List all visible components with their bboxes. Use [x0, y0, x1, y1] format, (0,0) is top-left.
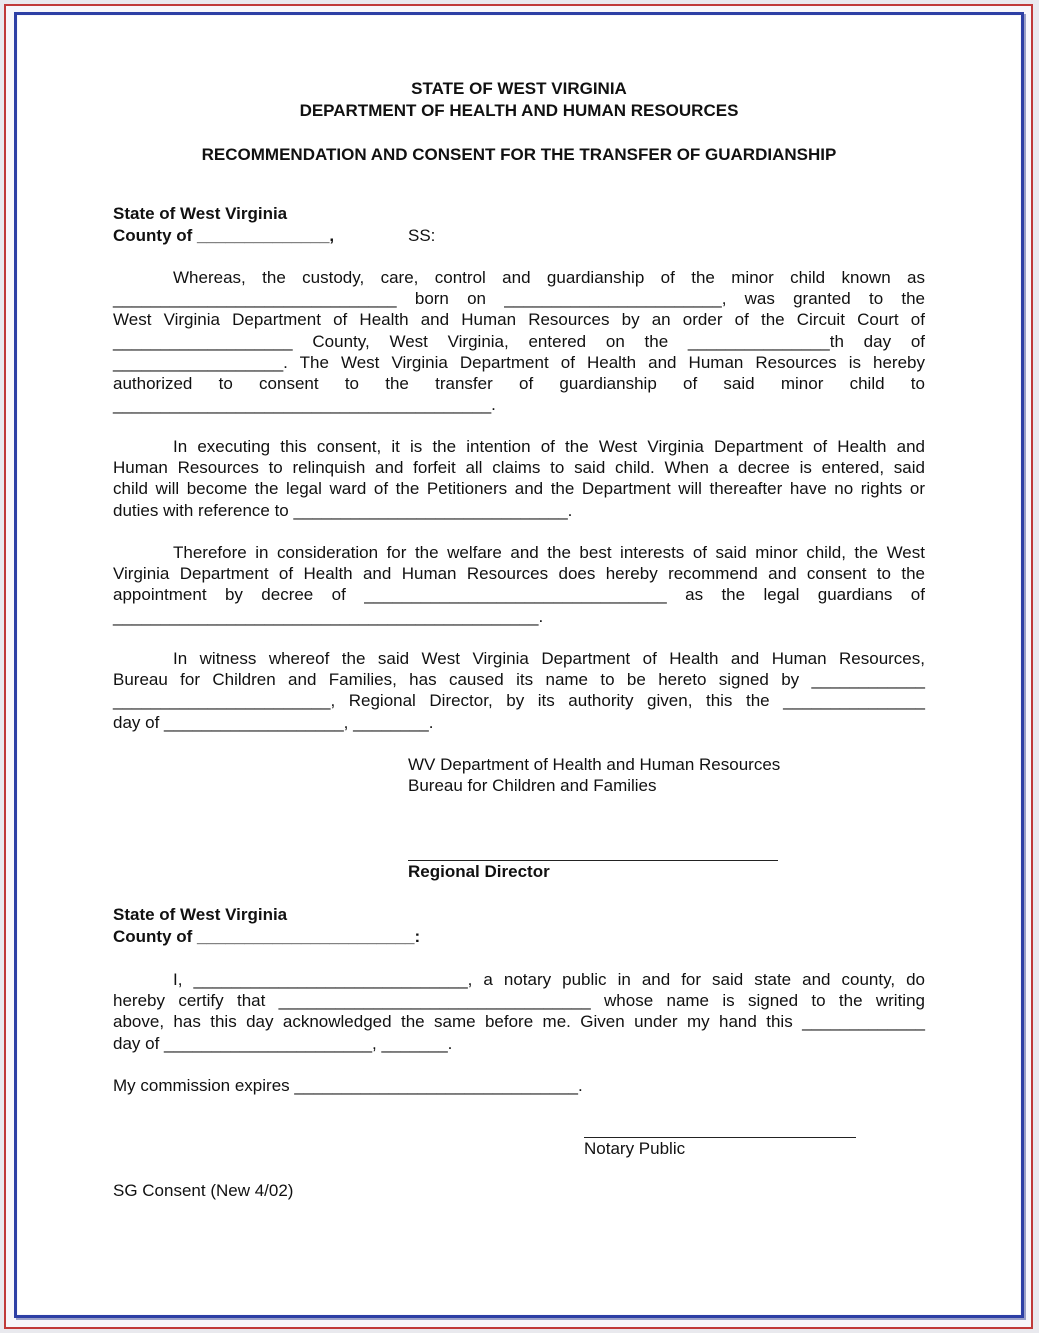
- text-line: In witness whereof the said West Virginia Department of Health and Human Resources,: [173, 649, 925, 668]
- bureau-name: Bureau for Children and Families: [408, 776, 657, 796]
- commission-line: My commission expires ______________________________.: [113, 1076, 583, 1095]
- document-title: RECOMMENDATION AND CONSENT FOR THE TRANSFER OF GUARDIANSHIP: [201, 145, 837, 164]
- notary-label: Notary Public: [584, 1139, 686, 1158]
- text-line: I, _____________________________, a notary public in and for said state and county, do: [173, 970, 925, 989]
- director-label: Regional Director: [408, 862, 550, 881]
- text-line: __________________. The West Virginia Department of Health and Human Resources is hereby: [113, 352, 925, 372]
- text-line: _______________________, Regional Director, by its authority given, this the _______________: [113, 691, 925, 711]
- department-heading: DEPARTMENT OF HEALTH AND HUMAN RESOURCES: [299, 100, 739, 120]
- venue-county: County of _______________________:: [113, 926, 421, 946]
- text-line: authorized to consent to the transfer of guardianship of said minor child to: [113, 374, 925, 394]
- ss-label: SS:: [408, 225, 436, 245]
- venue-block: [113, 203, 925, 246]
- text-line: _____________________________________________.: [113, 606, 544, 626]
- venue-state: State of West Virginia: [113, 204, 288, 223]
- form-id: SG Consent (New 4/02): [113, 1181, 294, 1200]
- text-line: Therefore in consideration for the welfare and the best interests of said minor child, the West: [173, 543, 925, 562]
- text-line: Virginia Department of Health and Human Resources does hereby recommend and consent to the: [113, 564, 925, 584]
- document-page: [18, 16, 1020, 1314]
- notary-venue-block: [113, 904, 925, 947]
- text-line: duties with reference to _____________________________.: [113, 500, 573, 520]
- org-name: WV Department of Health and Human Resources: [408, 755, 781, 774]
- document-content: [113, 78, 925, 1200]
- text-line: West Virginia Department of Health and Human Resources by an order of the Circuit Court of: [113, 310, 925, 330]
- text-line: appointment by decree of ________________________________ as the legal guardians of: [113, 585, 925, 605]
- notary-paragraph: [113, 969, 925, 1054]
- text-line: ________________________________________.: [113, 395, 496, 415]
- venue-county: County of ______________,: [113, 225, 335, 245]
- text-line: day of ______________________, _______.: [113, 1033, 453, 1053]
- text-line: child will become the legal ward of the Petitioners and the Department will thereafter have no rights or: [113, 479, 925, 499]
- paragraph-witness: [113, 648, 925, 733]
- paragraph-therefore: [113, 542, 925, 627]
- text-line: Human Resources to relinquish and forfeit all claims to said child. When a decree is entered, said: [113, 458, 925, 478]
- venue-state: State of West Virginia: [113, 905, 288, 924]
- text-line: ______________________________ born on _______________________, was granted to the: [113, 289, 925, 309]
- paragraph-executing: [113, 436, 925, 521]
- text-line: In executing this consent, it is the intention of the West Virginia Department of Health and: [173, 437, 925, 456]
- state-heading: STATE OF WEST VIRGINIA: [411, 79, 627, 98]
- text-line: hereby certify that _________________________________ whose name is signed to the writing: [113, 991, 925, 1011]
- text-line: ___________________ County, West Virginia, entered on the _______________th day of: [113, 331, 925, 351]
- text-line: Bureau for Children and Families, has caused its name to be hereto signed by ____________: [113, 670, 925, 690]
- signature-block: [408, 754, 780, 796]
- text-line: day of ___________________, ________.: [113, 712, 434, 732]
- paragraph-custody: [113, 267, 925, 415]
- text-line: above, has this day acknowledged the same before me. Given under my hand this _____________: [113, 1012, 925, 1032]
- text-line: Whereas, the custody, care, control and guardianship of the minor child known as: [173, 268, 925, 287]
